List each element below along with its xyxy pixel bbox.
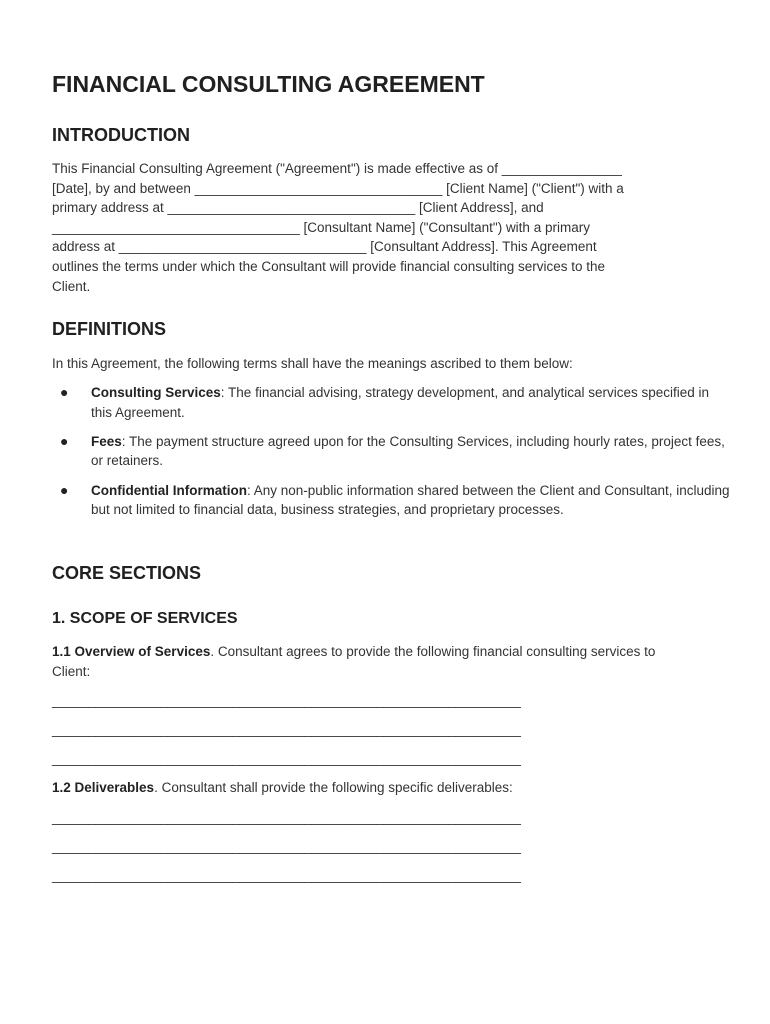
overview-of-services-paragraph bbox=[52, 642, 692, 681]
introduction-line: outlines the terms under which the Consultant will provide financial consulting services to the bbox=[52, 258, 606, 274]
introduction-line: This Financial Consulting Agreement ("Agreement") is made effective as of ________________ bbox=[52, 161, 622, 176]
definition-text: : Any non-public information shared between the Client and Consultant, including but not limited to financial data, business strategies, and proprietary processes. bbox=[91, 482, 730, 518]
bullet-icon: ● bbox=[60, 481, 69, 498]
introduction-line: _________________________________ [Consultant Name] ("Consultant") with a primary bbox=[52, 219, 590, 235]
introduction-heading: INTRODUCTION bbox=[52, 125, 190, 145]
deliverables-text: . Consultant shall provide the following specific deliverables: bbox=[154, 780, 513, 795]
definition-item bbox=[52, 383, 732, 422]
overview-text: . Consultant agrees to provide the following financial consulting services to Client: bbox=[52, 644, 656, 679]
core-sections-heading: CORE SECTIONS bbox=[52, 563, 202, 583]
introduction-paragraph bbox=[52, 159, 624, 296]
definition-text: : The payment structure agreed upon for the Consulting Services, including hourly rates, project fees, or retainers. bbox=[91, 433, 725, 469]
introduction-line: [Date], by and between _________________________________ [Client Name] ("Client") with a bbox=[52, 180, 624, 196]
definitions-intro: In this Agreement, the following terms shall have the meanings ascribed to them below: bbox=[52, 356, 573, 371]
deliverables-paragraph bbox=[52, 778, 513, 798]
overview-blank-line: _________________________________________________________________ bbox=[52, 751, 521, 766]
definition-item bbox=[52, 481, 732, 520]
overview-blank-line: _________________________________________________________________ bbox=[52, 722, 521, 737]
introduction-line: primary address at _________________________________ [Client Address], and bbox=[52, 200, 544, 216]
introduction-line: address at _________________________________ [Consultant Address]. This Agreement bbox=[52, 239, 597, 255]
deliverables-blank-line: _________________________________________________________________ bbox=[52, 810, 521, 825]
deliverables-label: 1.2 Deliverables bbox=[52, 780, 155, 795]
bullet-icon: ● bbox=[60, 432, 69, 449]
definitions-heading: DEFINITIONS bbox=[52, 319, 167, 339]
introduction-line: Client. bbox=[52, 278, 91, 294]
definitions-list bbox=[52, 383, 732, 529]
definition-term: Consulting Services bbox=[91, 385, 221, 400]
overview-label: 1.1 Overview of Services bbox=[52, 644, 211, 659]
scope-of-services-heading: 1. SCOPE OF SERVICES bbox=[52, 610, 238, 627]
definition-item bbox=[52, 432, 732, 471]
deliverables-blank-line: _________________________________________________________________ bbox=[52, 868, 521, 883]
definition-term: Confidential Information bbox=[91, 482, 247, 498]
definition-text: : The financial advising, strategy development, and analytical services specified in this Agreement. bbox=[91, 385, 710, 420]
definition-term: Fees bbox=[91, 433, 122, 449]
deliverables-blank-line: _________________________________________________________________ bbox=[52, 839, 521, 854]
document-title: FINANCIAL CONSULTING AGREEMENT bbox=[52, 71, 485, 97]
overview-blank-line: _________________________________________________________________ bbox=[52, 693, 521, 708]
bullet-icon: ● bbox=[60, 384, 69, 400]
